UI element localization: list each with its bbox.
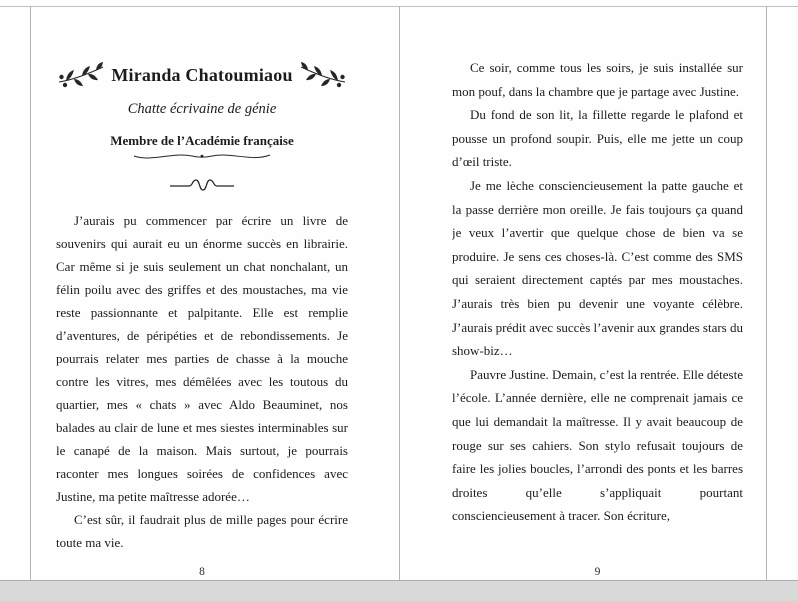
left-page-body [56, 209, 348, 554]
right-page [452, 56, 743, 562]
flourish-underline-icon [56, 150, 348, 162]
page-number-right: 9 [594, 566, 601, 578]
page-gutter [399, 6, 400, 581]
left-page-edge [30, 6, 31, 581]
chapter-header [56, 62, 348, 193]
laurel-branch-left-icon [58, 62, 104, 88]
right-page-edge [766, 6, 767, 581]
laurel-branch-right-icon [300, 62, 346, 88]
paragraph: C’est sûr, il faudrait plus de mille pages pour écrire toute ma vie. [56, 512, 348, 550]
paragraph: Ce soir, comme tous les soirs, je suis installée sur mon pouf, dans la chambre que je partage avec Justine. [452, 60, 743, 99]
section-divider-icon [56, 177, 348, 193]
chapter-title: Miranda Chatoumiaou [111, 64, 293, 85]
paragraph: Pauvre Justine. Demain, c’est la rentrée. Elle déteste l’école. L’année dernière, elle ne comprenait jamais ce que lui demandait la maîtresse. Il y avait beaucoup de rouge sur ses cahiers. Son stylo refusait toujours de faire les jolies boucles, l’arrondi des ponts et les barres droites qu’elle s’appliquait pourtant consciencieusement à tracer. Son écriture, [452, 366, 743, 524]
paragraph: Je me lèche consciencieusement la patte gauche et la passe derrière mon oreille. Je fais toujours ça quand je veux l’avertir que quelque chose de bien va se produire. Je sens ces choses-là. C’est comme des SMS qui seraient directement captés par mes moustaches. J’aurais très bien pu devenir une voyante célèbre. J’aurais prédit avec succès l’avenir aux grandes stars du show-biz… [452, 177, 743, 359]
chapter-subtitle: Chatte écrivaine de génie [127, 101, 277, 117]
page-number-left: 8 [199, 566, 205, 578]
chapter-title-row [56, 62, 348, 88]
left-page [56, 62, 348, 558]
right-page-body [452, 56, 743, 528]
chapter-affiliation: Membre de l’Académie française [110, 133, 294, 148]
paragraph: J’aurais pu commencer par écrire un livre de souvenirs qui aurait eu un énorme succès en librairie. Car même si je suis seulement un chat nonchalant, un félin poilu avec des griffes et des moustaches, ma vie reste passionnante et palpitante. Elle est remplie d’aventures, de péripéties et de rebondissements. Je pourrais relater mes parties de chasse à la mouche contre les vitres, mes démêlées avec les toutous du quartier, mes « chats » avec Aldo Beauminet, nos balades au clair de lune et mes siestes interminables sur le canapé de la maison. Mais surtout, je pourrais raconter mes longues soirées de confidences avec Justine, ma petite maîtresse adorée… [56, 213, 348, 504]
reader-bottom-bar [0, 580, 798, 601]
paragraph: Du fond de son lit, la fillette regarde le plafond et pousse un profond soupir. Puis, elle me jette un coup d’œil triste. [452, 107, 743, 170]
